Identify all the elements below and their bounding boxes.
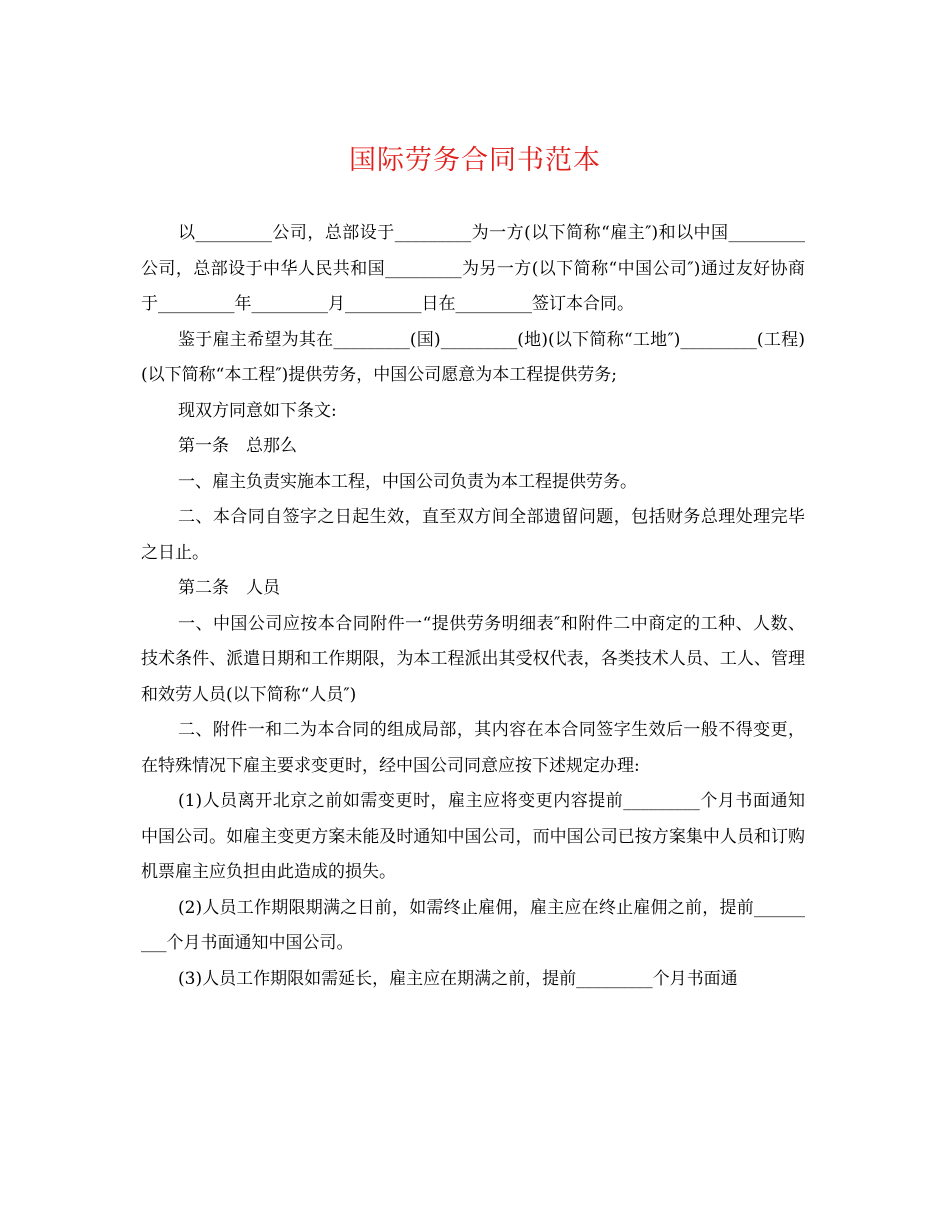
article-2-clause-2: 二、附件一和二为本合同的组成局部，其内容在本合同签字生效后一般不得变更，在特殊情况下雇主要求变更时，经中国公司同意应按下述规定办理: <box>141 720 805 776</box>
document-title: 国际劳务合同书范本 <box>349 145 601 176</box>
article-2-item-2: (2)人员工作期限期满之日前，如需终止雇佣，雇主应在终止雇佣之前，提前_________个月书面通知中国公司。 <box>141 897 805 953</box>
article-2-item-3: (3)人员工作期限如需延长，雇主应在期满之前，提前_________个月书面通 <box>178 968 738 989</box>
paragraph-agreement: 现双方同意如下条文: <box>178 400 337 421</box>
document-body <box>141 216 805 997</box>
article-2-clause-1: 一、中国公司应按本合同附件一“提供劳务明细表″和附件二中商定的工种、人数、技术条件、派遣日期和工作期限，为本工程派出其受权代表，各类技术人员、工人、管理和效劳人员(以下简称“人员″) <box>141 613 805 705</box>
paragraph-whereas: 鉴于雇主希望为其在_________(国)_________(地)(以下简称“工地″)_________(工程)(以下简称“本工程″)提供劳务，中国公司愿意为本工程提供劳务; <box>141 329 805 385</box>
paragraph-preamble: 以_________公司，总部设于_________为一方(以下简称“雇主″)和以中国_________公司，总部设于中华人民共和国_________为另一方(以下简称“中国公司″)通过友好协商于_________年_________月_________日在_________签订本合同。 <box>141 223 805 314</box>
article-1-clause-2: 二、本合同自签字之日起生效，直至双方间全部遗留问题，包括财务总理处理完毕之日止。 <box>141 507 805 563</box>
article-1-heading: 第一条 总那么 <box>178 436 297 456</box>
article-2-item-1: (1)人员离开北京之前如需变更时，雇主应将变更内容提前_________个月书面通知中国公司。如雇主变更方案未能及时通知中国公司，而中国公司已按方案集中人员和订购机票雇主应负担由此造成的损失。 <box>141 791 805 882</box>
article-1-clause-1: 一、雇主负责实施本工程，中国公司负责为本工程提供劳务。 <box>178 471 637 492</box>
article-2-heading: 第二条 人员 <box>178 578 280 598</box>
